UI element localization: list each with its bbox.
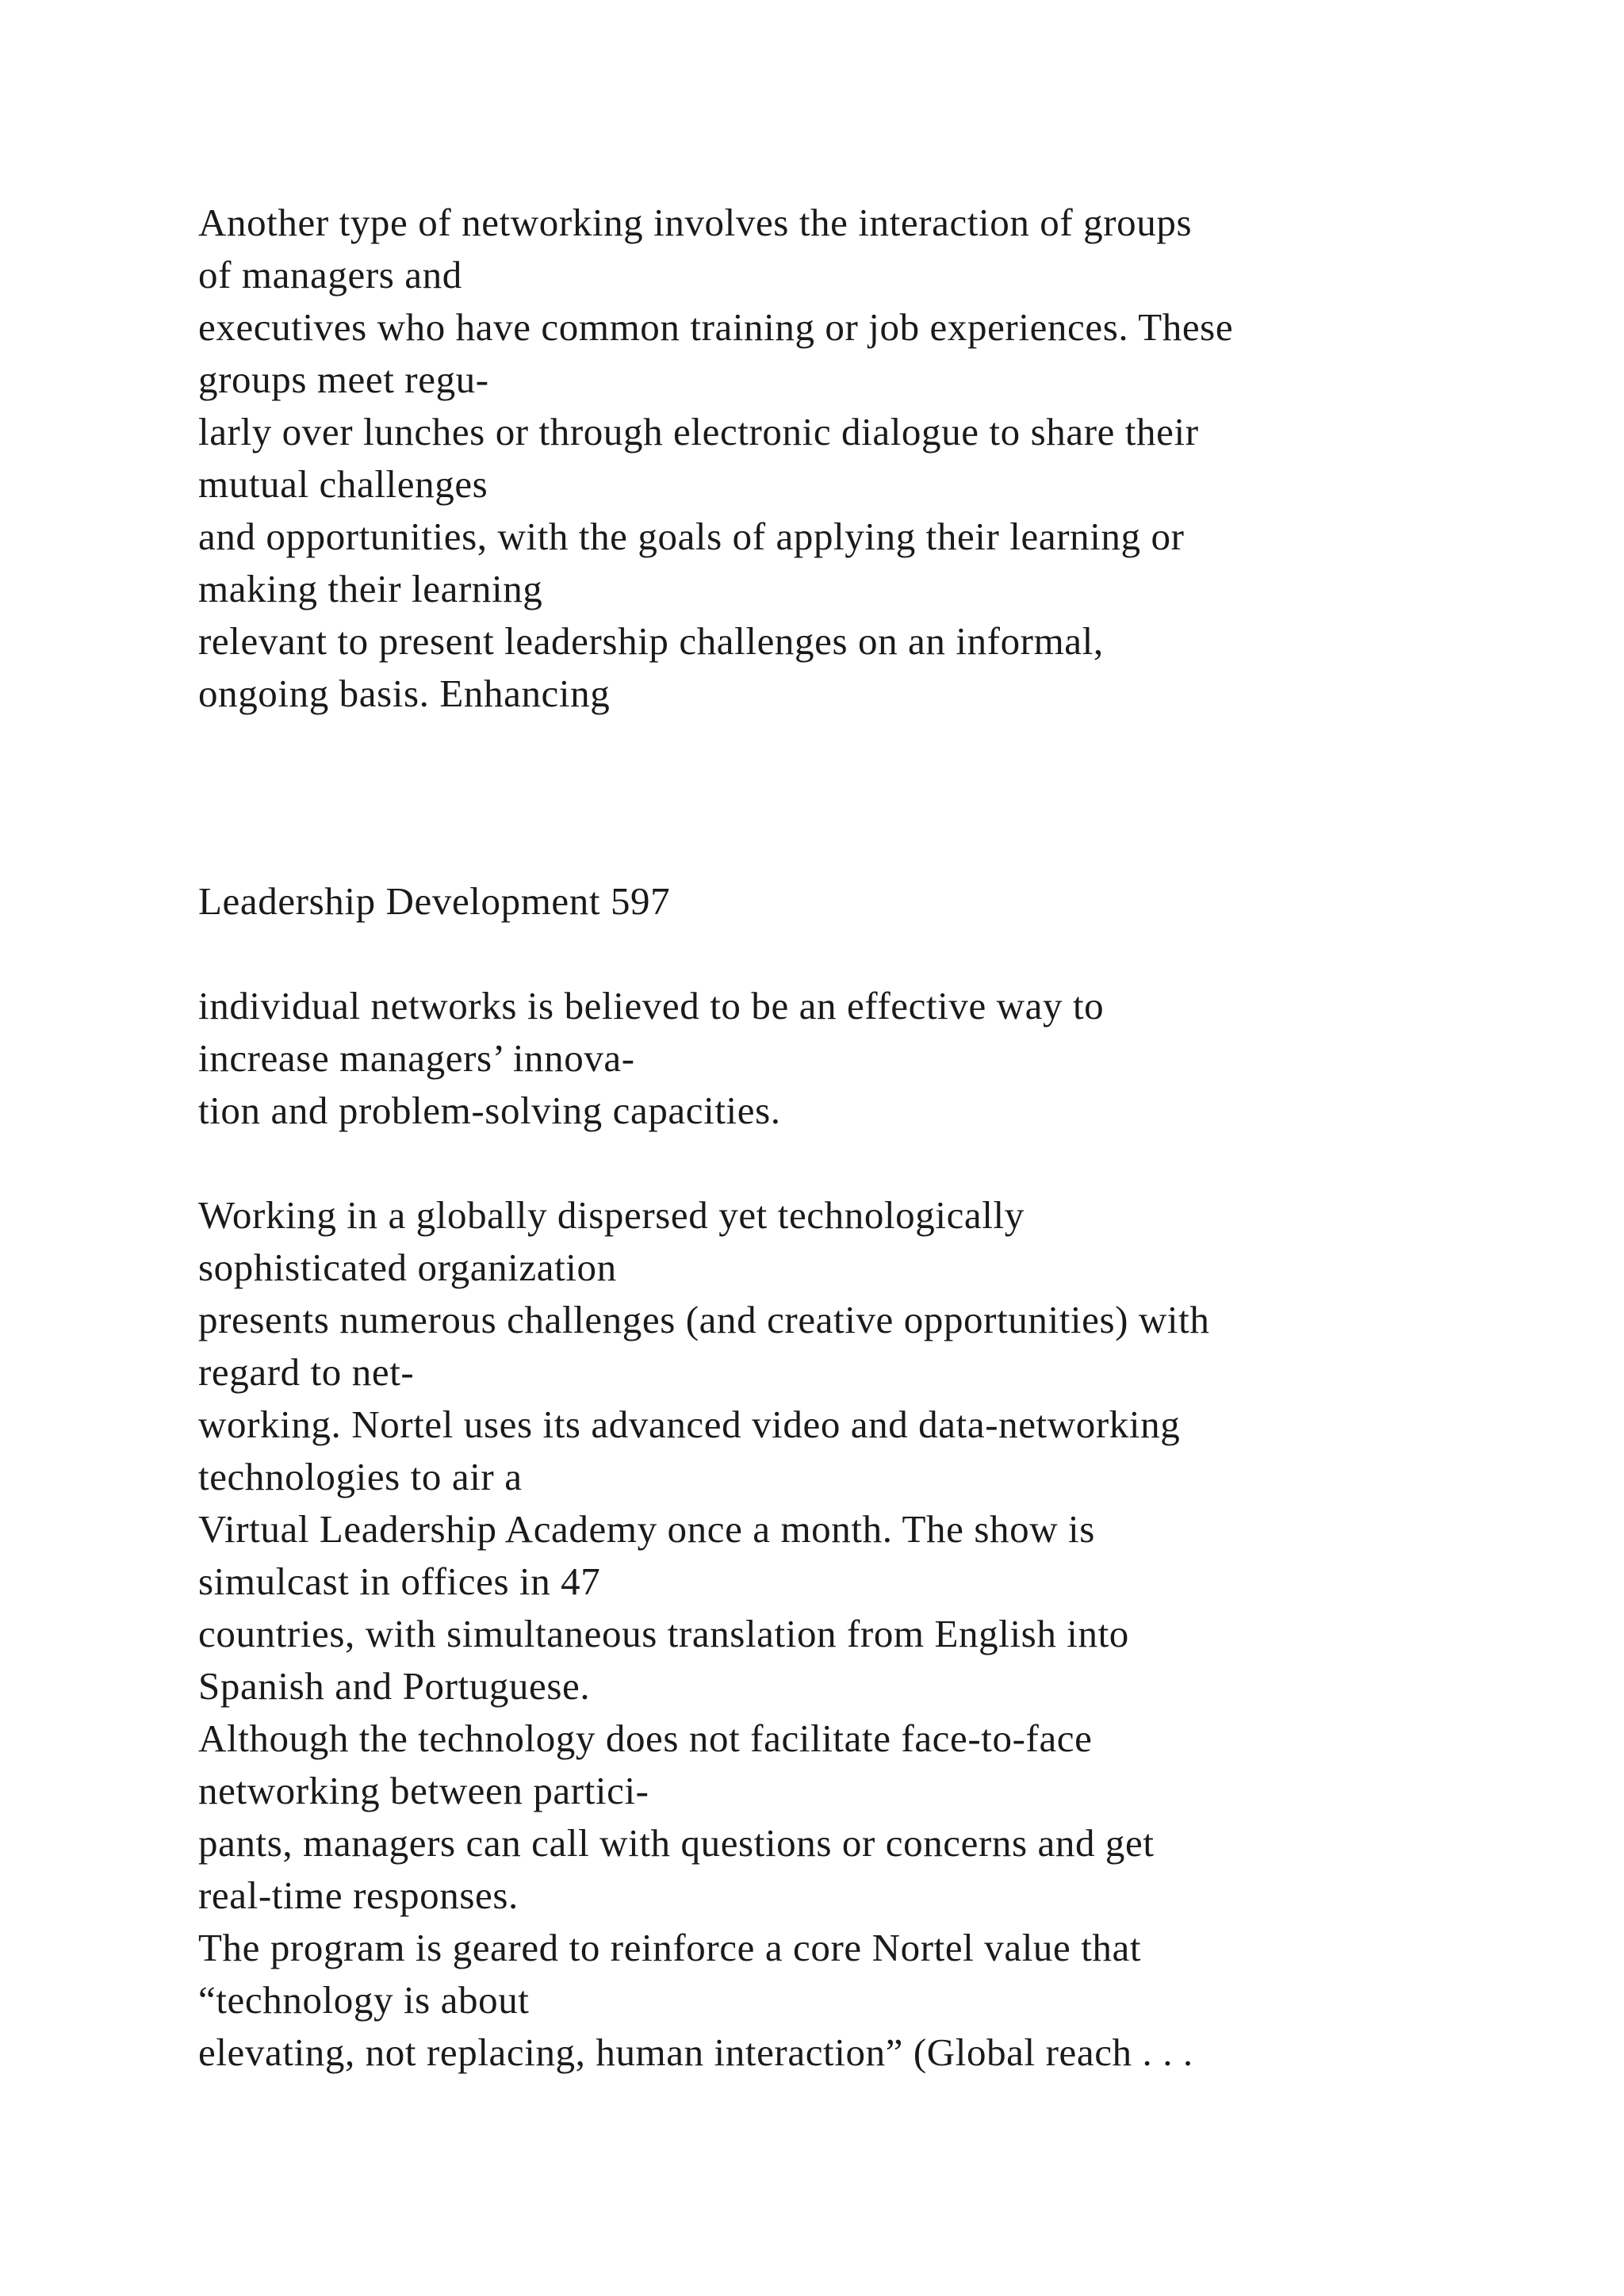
paragraph-networking-groups [198,197,1594,720]
text-line: Another type of networking involves the interaction of groups [198,201,1193,244]
text-line: Working in a globally dispersed yet technologically [198,1193,1025,1237]
text-line: regard to net- [198,1350,415,1394]
text-line: working. Nortel uses its advanced video and data-networking [198,1402,1181,1446]
text-line: and opportunities, with the goals of applying their learning or [198,515,1185,558]
text-line: Spanish and Portuguese. [198,1664,591,1708]
text-line: ongoing basis. Enhancing [198,672,611,715]
text-line: elevating, not replacing, human interaction” (Global reach . . . [198,2030,1193,2074]
text-line: executives who have common training or job experiences. These [198,305,1234,349]
text-line: relevant to present leadership challenges on an informal, [198,619,1104,663]
text-line: groups meet regu- [198,358,489,401]
text-line: sophisticated organization [198,1246,617,1289]
paragraph-individual-networks [198,980,1594,1137]
text-line: tion and problem-solving capacities. [198,1089,781,1132]
text-line: of managers and [198,253,462,297]
paragraph-nortel-virtual-academy [198,1189,1594,2079]
text-line: Although the technology does not facilitate face-to-face [198,1716,1093,1760]
text-line: Virtual Leadership Academy once a month. The show is [198,1507,1095,1551]
text-line: individual networks is believed to be an effective way to [198,984,1105,1027]
text-line: “technology is about [198,1978,530,2022]
page-header-text: Leadership Development 597 [198,879,671,923]
text-line: technologies to air a [198,1455,523,1498]
text-line: countries, with simultaneous translation from English into [198,1612,1129,1655]
text-line: The program is geared to reinforce a core Nortel value that [198,1926,1142,1969]
text-line: mutual challenges [198,462,488,506]
text-line: presents numerous challenges (and creative opportunities) with [198,1298,1210,1341]
text-line: networking between partici- [198,1769,649,1812]
text-line: simulcast in offices in 47 [198,1559,601,1603]
text-line: larly over lunches or through electronic dialogue to share their [198,410,1199,453]
page-header [198,875,1594,928]
text-line: real-time responses. [198,1873,519,1917]
text-line: increase managers’ innova- [198,1036,635,1080]
text-line: pants, managers can call with questions or concerns and get [198,1821,1155,1865]
text-line: making their learning [198,567,543,610]
